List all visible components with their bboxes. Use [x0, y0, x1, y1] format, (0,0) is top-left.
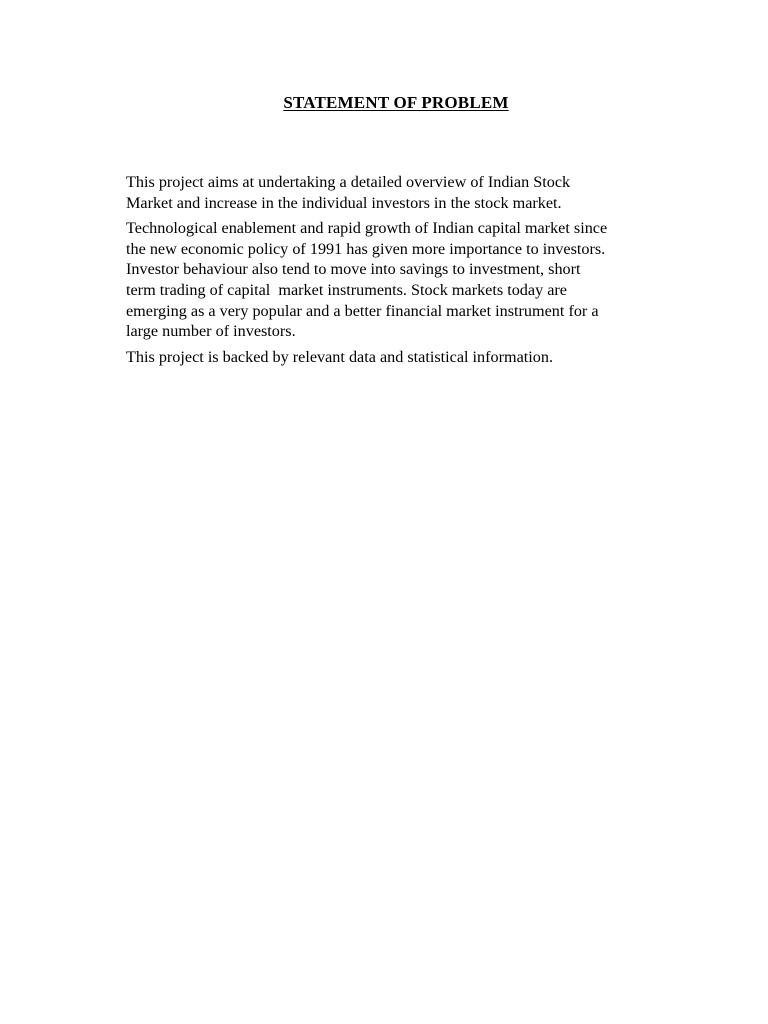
text-line: large number of investors. — [126, 322, 296, 341]
paragraph-data-note — [126, 347, 671, 368]
text-line: term trading of capital market instruments. Stock markets today are — [126, 280, 567, 299]
paragraph-overview — [126, 172, 671, 213]
text-line: This project is backed by relevant data and statistical information. — [126, 347, 554, 366]
text-line: emerging as a very popular and a better financial market instrument for a — [126, 301, 599, 320]
page-title: STATEMENT OF PROBLEM — [283, 93, 509, 112]
body-text — [126, 172, 671, 372]
text-line: Technological enablement and rapid growth of Indian capital market since — [126, 219, 608, 238]
paragraph-background — [126, 218, 671, 342]
text-line: the new economic policy of 1991 has given more importance to investors. — [126, 239, 606, 258]
text-line: This project aims at undertaking a detailed overview of Indian Stock — [126, 173, 571, 191]
text-line: Market and increase in the individual investors in the stock market. — [126, 193, 562, 212]
text-line: Investor behaviour also tend to move into savings to investment, short — [126, 260, 581, 279]
